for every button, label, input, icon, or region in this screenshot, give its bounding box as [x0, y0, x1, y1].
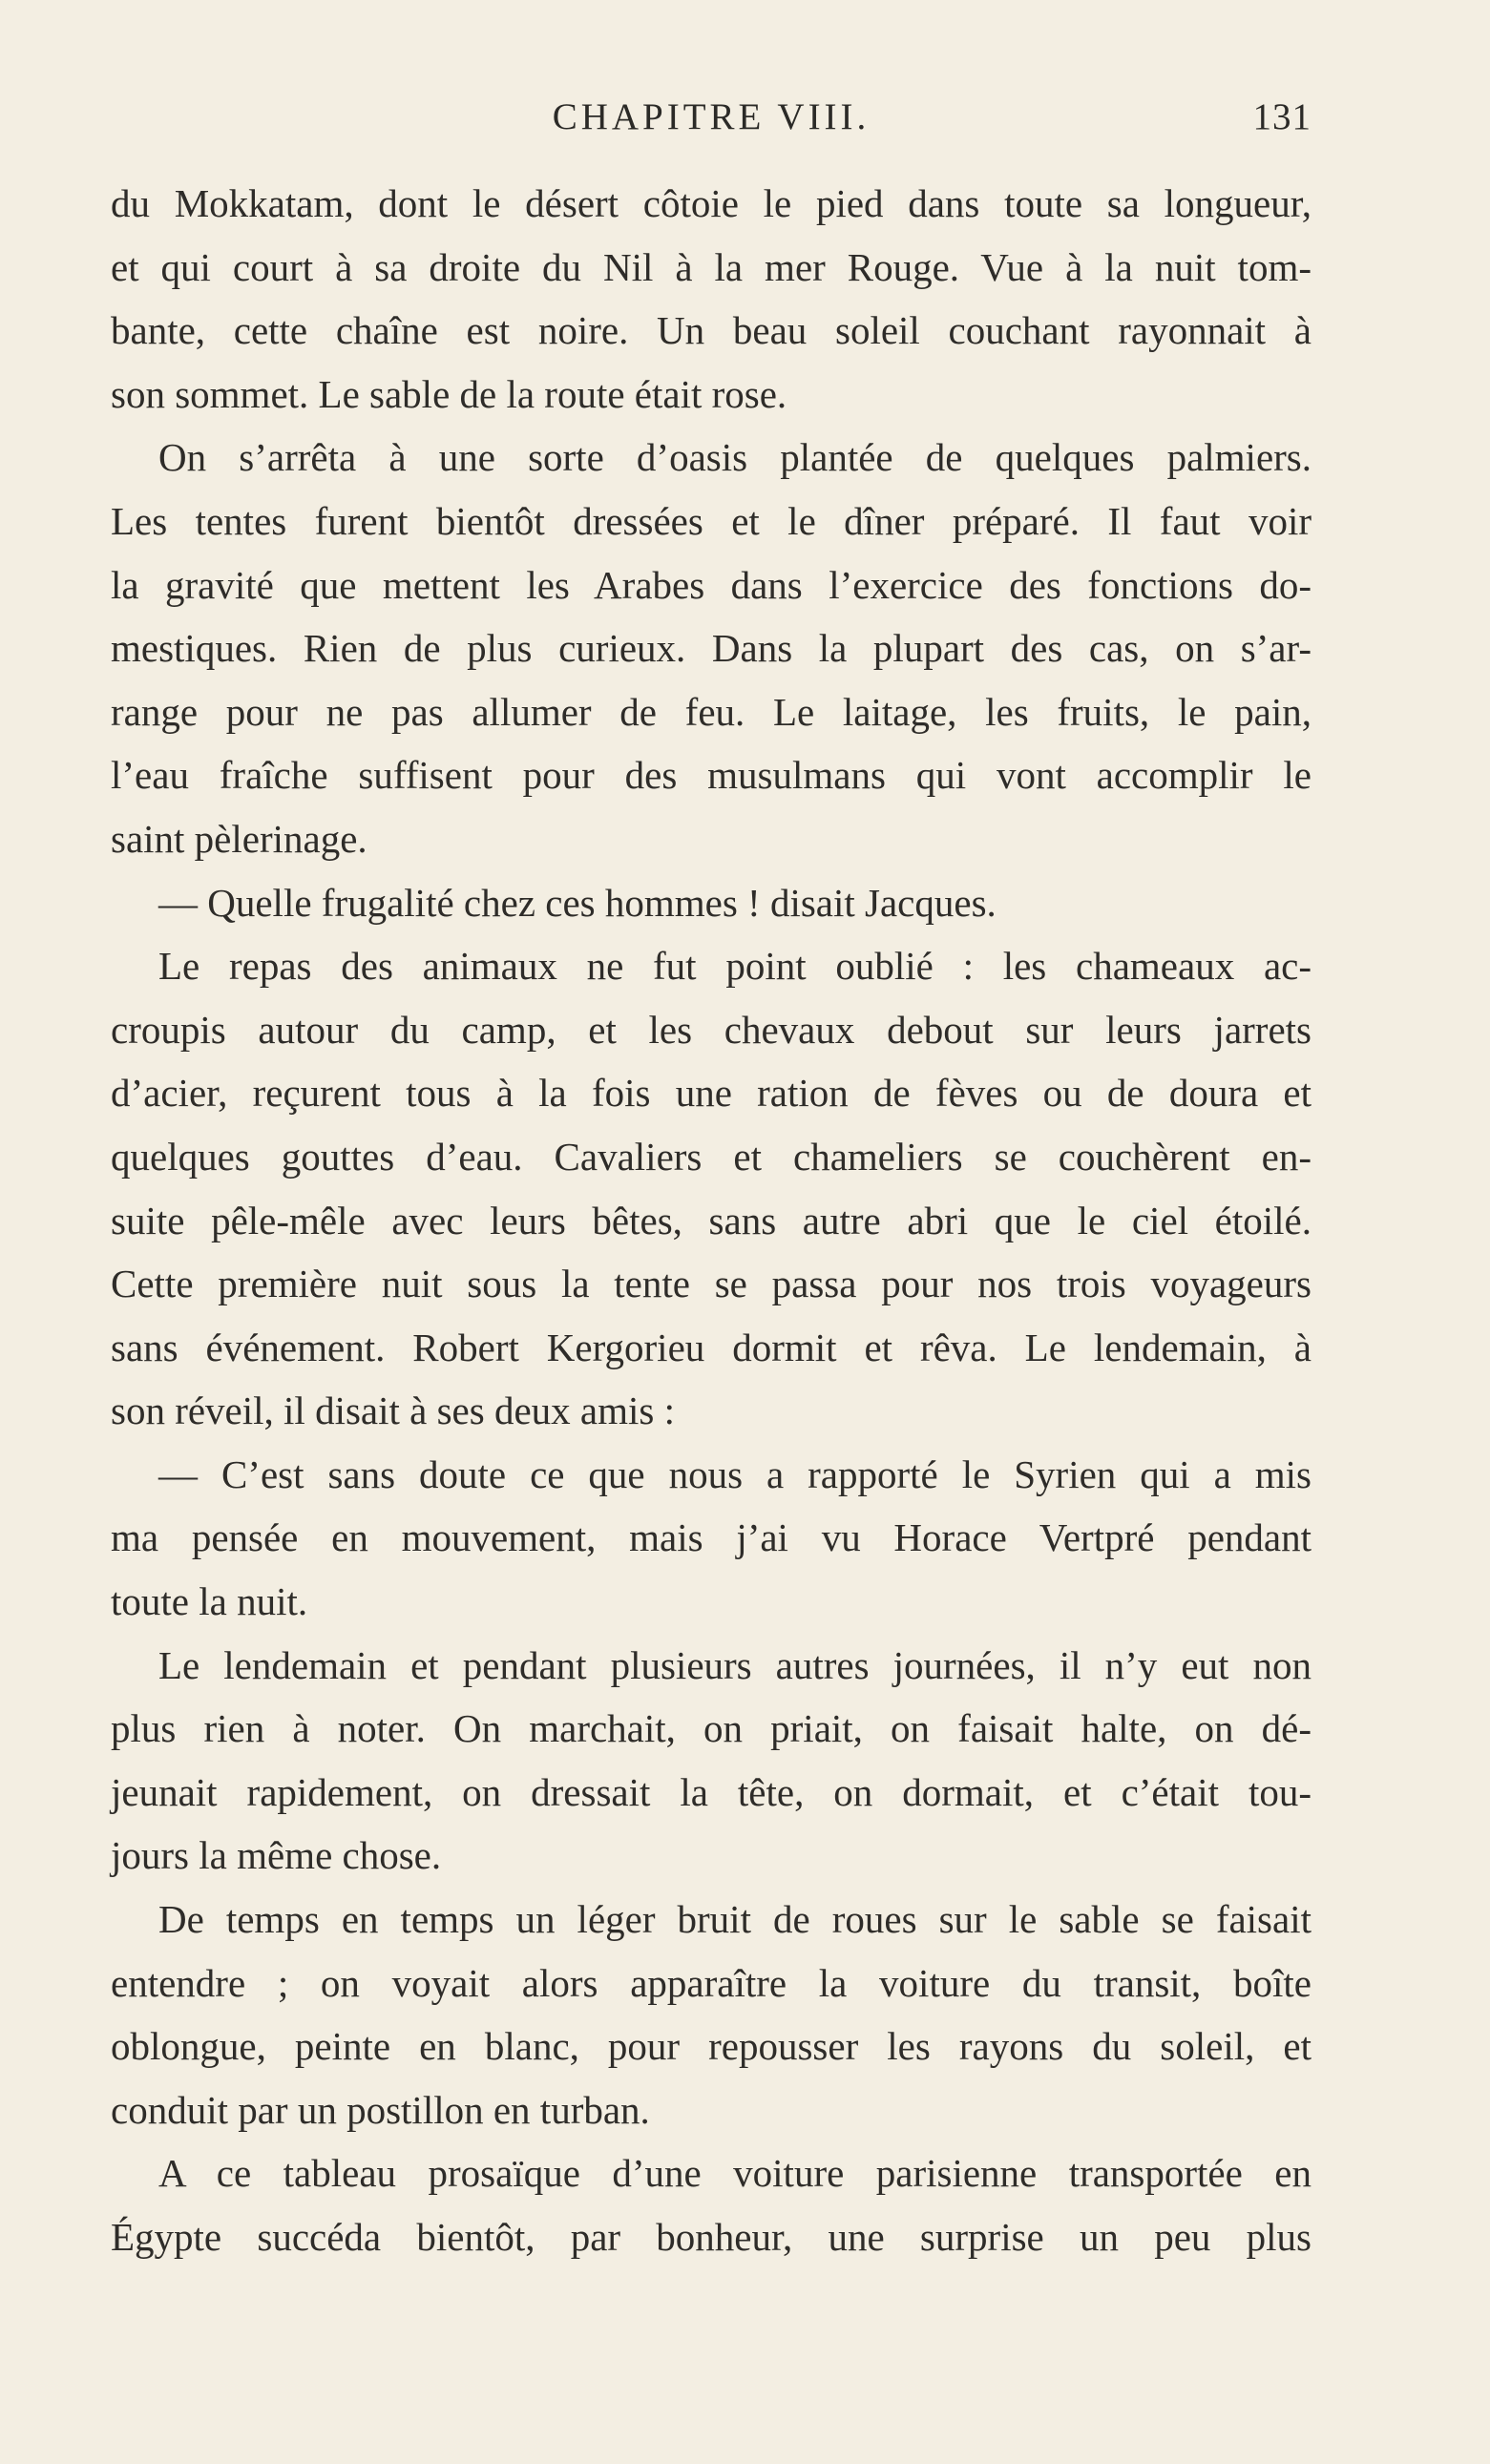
paragraph-line: De temps en temps un léger bruit de roues sur le sable se faisait	[158, 1897, 1312, 1942]
paragraph-line: Le lendemain et pendant plusieurs autres journées, il n’y eut non	[158, 1642, 1312, 1687]
paragraph-line: conduit par un postillon en turban.	[111, 2087, 650, 2132]
paragraph-line: jours la même chose.	[111, 1833, 442, 1878]
paragraph-line: Le repas des animaux ne fut point oublié : les chameaux ac-	[158, 944, 1312, 989]
paragraph-line: Les tentes furent bientôt dressées et le dîner préparé. Il faut voir	[111, 498, 1312, 543]
paragraph-line: plus rien à noter. On marchait, on priait, on faisait halte, on dé-	[111, 1706, 1312, 1751]
paragraph-line: — Quelle frugalité chez ces hommes ! disait Jacques.	[158, 880, 997, 925]
paragraph-line: l’eau fraîche suffisent pour des musulmans qui vont accomplir le	[111, 753, 1312, 798]
paragraph-line: range pour ne pas allumer de feu. Le laitage, les fruits, le pain,	[111, 689, 1312, 734]
paragraph-line: son sommet. Le sable de la route était rose.	[111, 371, 787, 416]
paragraph-line: oblongue, peinte en blanc, pour repousser les rayons du soleil, et	[111, 2024, 1312, 2069]
running-title: CHAPITRE VIII.	[552, 96, 871, 137]
paragraph-line: saint pèlerinage.	[111, 816, 367, 861]
paragraph-line: On s’arrêta à une sorte d’oasis plantée de quelques palmiers.	[158, 435, 1312, 480]
paragraph-line: A ce tableau prosaïque d’une voiture parisienne transportée en	[158, 2151, 1312, 2196]
paragraph-line: jeunait rapidement, on dressait la tête, on dormait, et c’était tou-	[111, 1769, 1312, 1814]
paragraph-line: croupis autour du camp, et les chevaux debout sur leurs jarrets	[111, 1007, 1312, 1052]
paragraph: du Mokkatam, dont le désert côtoie le pied dans toute sa longueur,	[111, 181, 1312, 225]
paragraph-line: suite pêle-mêle avec leurs bêtes, sans autre abri que le ciel étoilé.	[111, 1198, 1312, 1242]
paragraph-line: quelques gouttes d’eau. Cavaliers et chameliers se couchèrent en-	[111, 1134, 1312, 1179]
paragraph-line: son réveil, il disait à ses deux amis :	[111, 1389, 675, 1433]
paragraph-line: mestiques. Rien de plus curieux. Dans la plupart des cas, on s’ar-	[111, 626, 1312, 671]
paragraph-line: et qui court à sa droite du Nil à la mer Rouge. Vue à la nuit tom-	[111, 244, 1312, 289]
paragraph-line: ma pensée en mouvement, mais j’ai vu Horace Vertpré pendant	[111, 1515, 1312, 1560]
page-header	[111, 95, 1312, 153]
paragraph-line: toute la nuit.	[111, 1579, 308, 1624]
paragraph-line: Cette première nuit sous la tente se passa pour nos trois voyageurs	[111, 1262, 1312, 1306]
paragraph-line: la gravité que mettent les Arabes dans l’exercice des fonctions do-	[111, 562, 1312, 607]
paragraph-line: — C’est sans doute ce que nous a rapporté le Syrien qui a mis	[158, 1451, 1312, 1496]
paragraph-line: d’acier, reçurent tous à la fois une ration de fèves ou de doura et	[111, 1071, 1312, 1116]
body-text	[111, 172, 1312, 2269]
page-number: 131	[1252, 96, 1312, 137]
paragraph-line: bante, cette chaîne est noire. Un beau soleil couchant rayonnait à	[111, 308, 1312, 353]
paragraph-line: entendre ; on voyait alors apparaître la voiture du transit, boîte	[111, 1960, 1312, 2005]
paragraph-line: sans événement. Robert Kergorieu dormit et rêva. Le lendemain, à	[111, 1325, 1312, 1369]
paragraph-line: Égypte succéda bientôt, par bonheur, une surprise un peu plus	[111, 2215, 1312, 2259]
bottom-margin	[0, 2338, 1490, 2464]
